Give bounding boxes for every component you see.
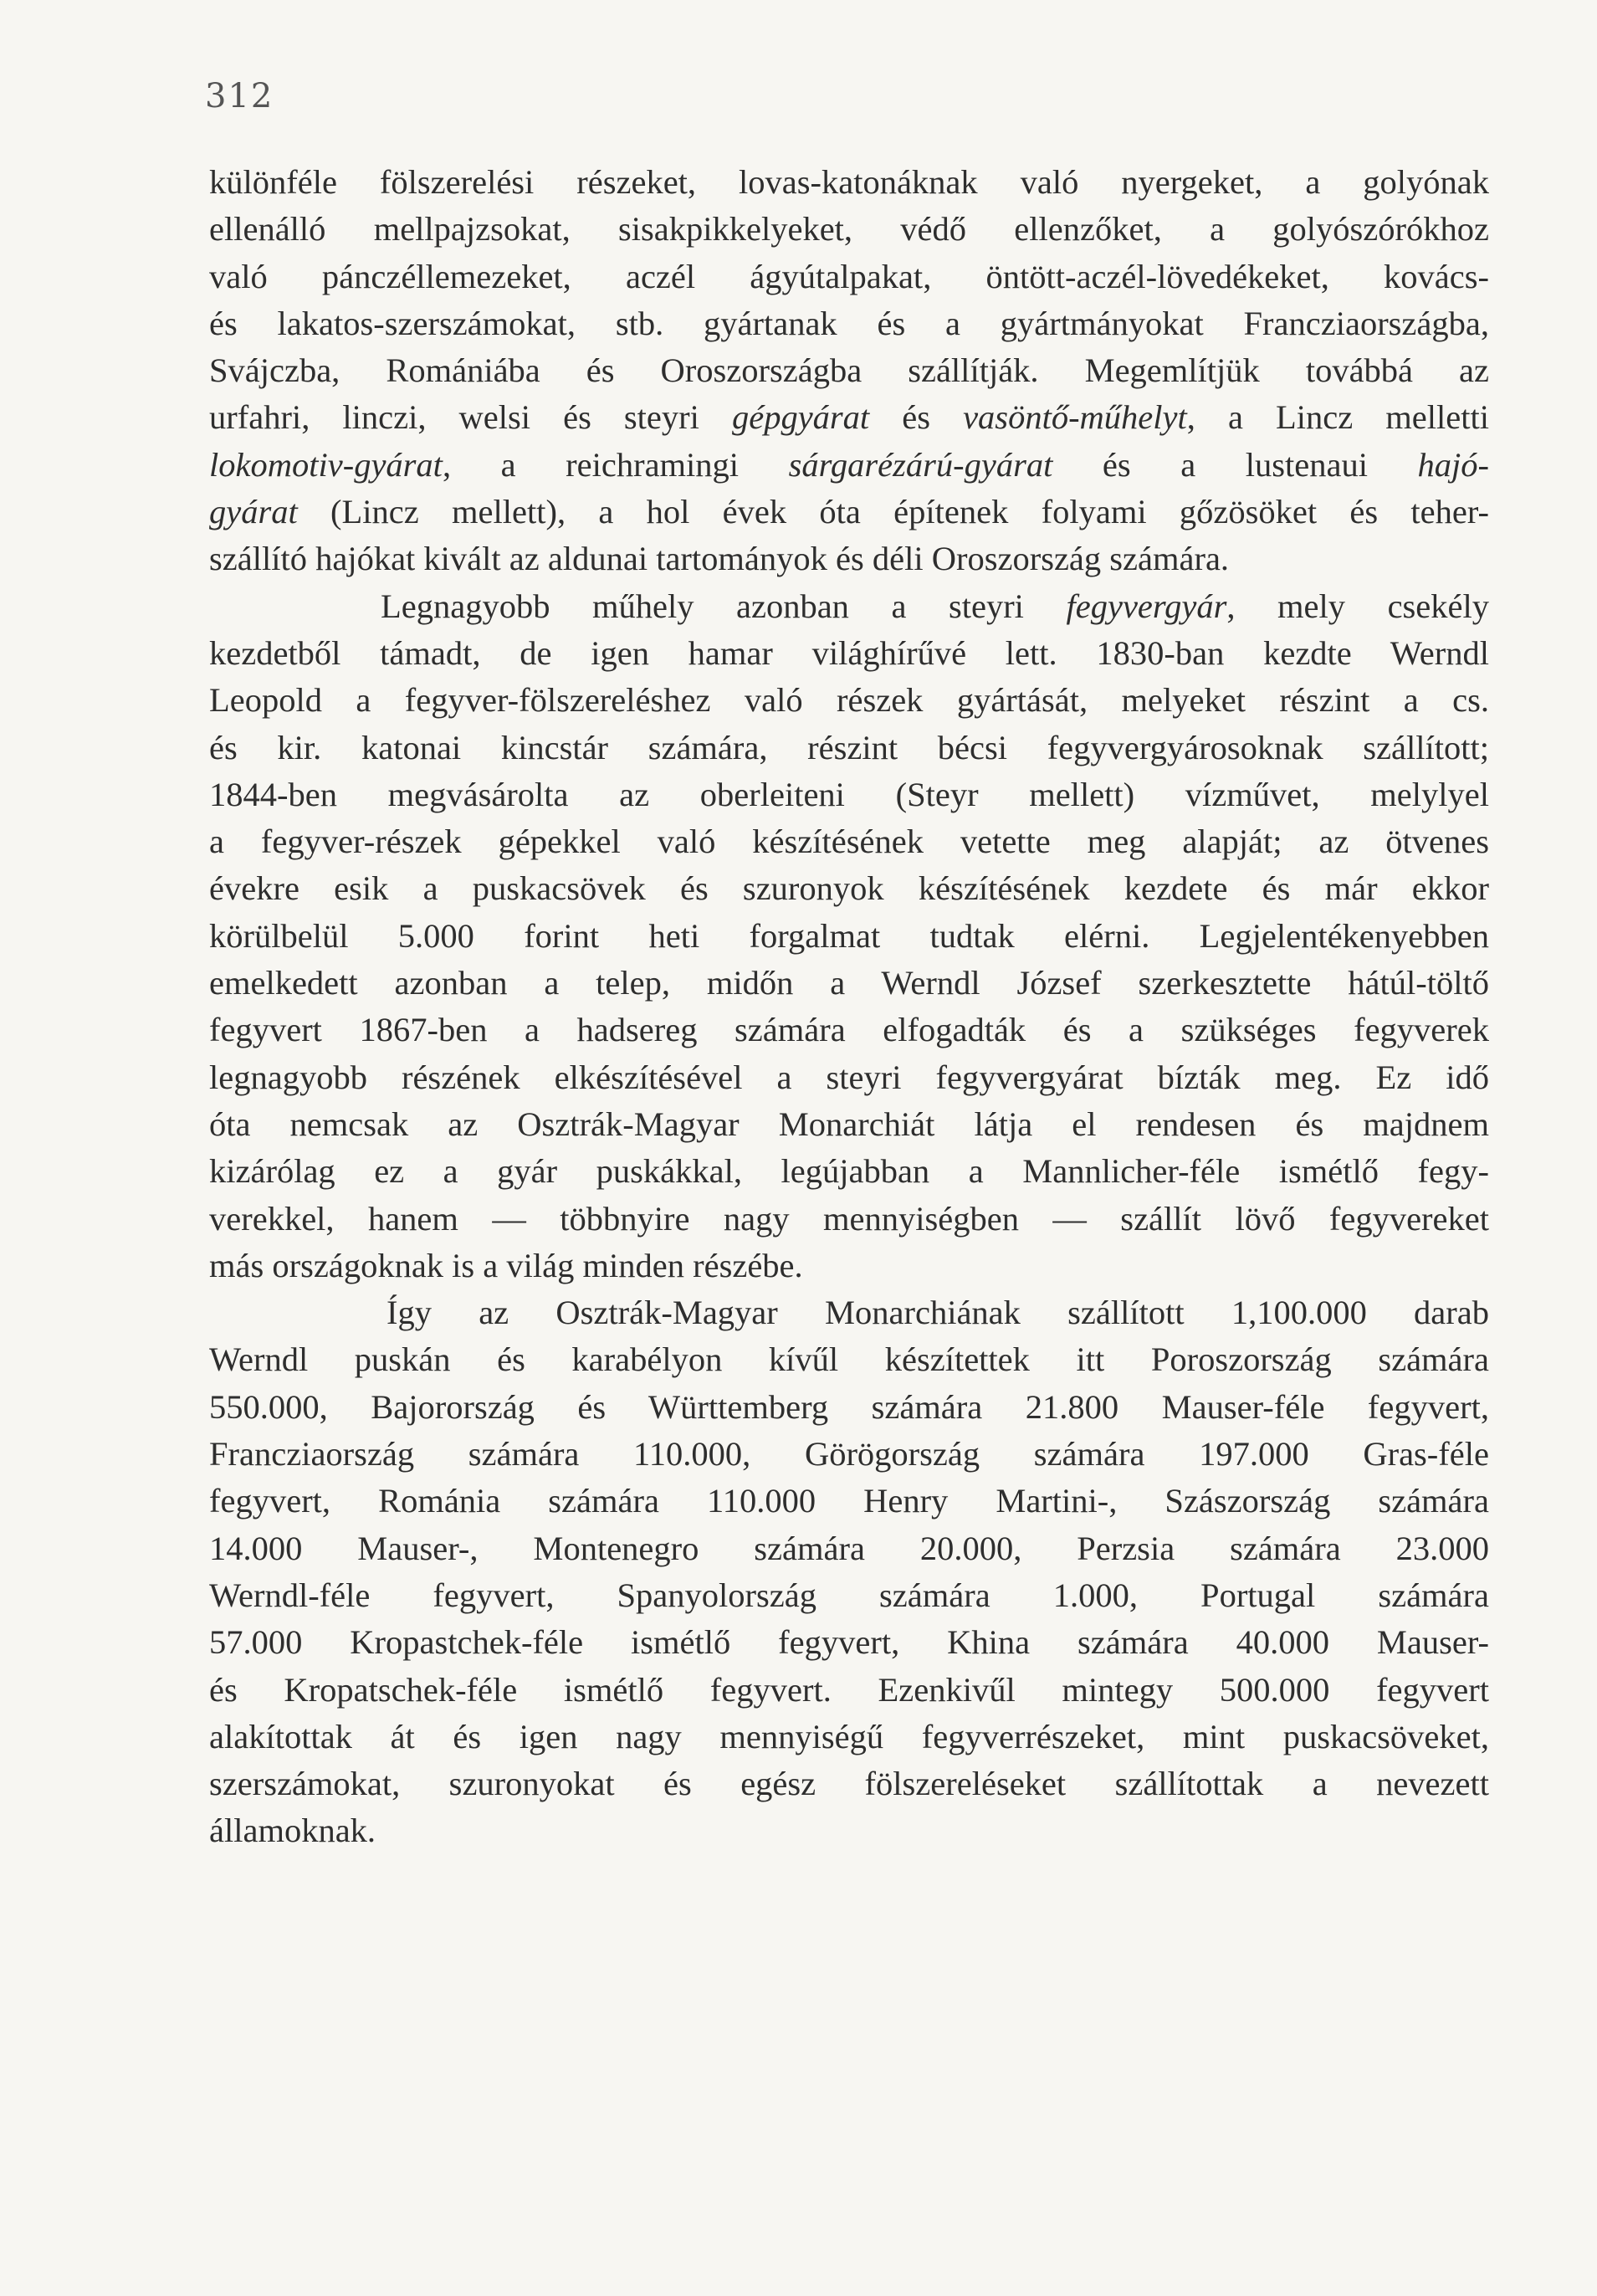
text-run: ellenálló mellpajzsokat, sisakpikkelyeket, védő ellenzőket, a golyószórókhoz [209, 210, 1489, 249]
text-line [209, 1054, 1489, 1101]
italic-term: gépgyárat [731, 398, 870, 437]
text-run: Legnagyobb műhely azonban a steyri [381, 587, 1067, 625]
text-run: és [869, 398, 964, 437]
text-run: , a reichramingi [442, 445, 789, 484]
text-run: 1844-ben megvásárolta az oberleiteni (Steyr mellett) vízművet, melylyel [209, 775, 1489, 813]
text-run: Werndl puskán és karabélyon kívűl készítettek itt Poroszország számára [209, 1340, 1489, 1379]
text-run: (Lincz mellett), a hol évek óta építenek folyami gőzösöket és teher- [297, 493, 1489, 531]
text-run: urfahri, linczi, welsi és steyri [209, 398, 732, 437]
italic-term: sárgarézárú-gyárat [788, 445, 1053, 484]
text-line [209, 630, 1489, 677]
text-line [209, 1243, 1489, 1289]
text-run: különféle fölszerelési részeket, lovas-katonáknak való nyergeket, a golyónak [209, 163, 1489, 201]
text-line [209, 206, 1489, 253]
text-run: Francziaország számára 110.000, Görögország számára 197.000 Gras-féle [209, 1435, 1489, 1473]
text-line [209, 442, 1489, 489]
text-line [209, 1807, 1489, 1854]
text-line [209, 818, 1489, 865]
page-number: 312 [205, 77, 274, 115]
text-line [209, 583, 1489, 630]
text-line [209, 1572, 1489, 1619]
text-line [209, 865, 1489, 912]
text-run: Werndl-féle fegyvert, Spanyolország számára 1.000, Portugal számára [209, 1576, 1489, 1614]
text-run: legnagyobb részének elkészítésével a steyri fegyvergyárat bízták meg. Ez idő [209, 1058, 1489, 1096]
paragraph-1 [209, 159, 1489, 583]
text-run: való pánczéllemezeket, aczél ágyútalpakat, öntött-aczél-lövedékeket, kovács- [209, 257, 1489, 295]
text-line [209, 1101, 1489, 1148]
text-line [209, 725, 1489, 771]
text-line [209, 300, 1489, 347]
text-run: 57.000 Kropastchek-féle ismétlő fegyvert, Khina számára 40.000 Mauser- [209, 1623, 1489, 1662]
text-line [209, 677, 1489, 724]
text-run: 14.000 Mauser-, Montenegro számára 20.000, Perzsia számára 23.000 [209, 1529, 1489, 1567]
text-line [209, 159, 1489, 206]
text-run: kezdetből támadt, de igen hamar világhírűvé lett. 1830-ban kezdte Werndl [209, 633, 1489, 672]
text-line [209, 1667, 1489, 1714]
body-text [209, 159, 1489, 1855]
text-line [209, 1525, 1489, 1572]
text-line [209, 1714, 1489, 1760]
text-run: és lakatos-szerszámokat, stb. gyártanak és a gyártmányokat Francziaországba, [209, 304, 1489, 342]
text-line [209, 1007, 1489, 1053]
text-run: szerszámokat, szuronyokat és egész fölszereléseket szállítottak a nevezett [209, 1765, 1489, 1803]
text-run: államoknak. [209, 1812, 376, 1850]
text-line [209, 1384, 1489, 1431]
text-line [209, 913, 1489, 960]
text-run: a fegyver-részek gépekkel való készítésének vetette meg alapját; az ötvenes [209, 823, 1489, 861]
italic-term: hajó- [1417, 445, 1490, 484]
paragraph-3 [209, 1289, 1489, 1855]
paragraph-2 [209, 583, 1489, 1289]
text-line [209, 1478, 1489, 1525]
text-line [209, 536, 1489, 582]
text-run: Leopold a fegyver-fölszereléshez való részek gyártását, melyeket részint a cs. [209, 681, 1489, 720]
text-run: Svájczba, Romániába és Oroszországba szállítják. Megemlítjük továbbá az [209, 351, 1489, 390]
text-line [209, 1196, 1489, 1243]
text-run: és Kropatschek-féle ismétlő fegyvert. Ezenkivűl mintegy 500.000 fegyvert [209, 1670, 1489, 1709]
text-run: , a Lincz melletti [1186, 398, 1489, 437]
text-run: verekkel, hanem — többnyire nagy mennyiségben — szállít lövő fegyvereket [209, 1199, 1489, 1238]
text-line [209, 1336, 1489, 1383]
text-run: és a lustenaui [1052, 445, 1418, 484]
text-run: körülbelül 5.000 forint heti forgalmat tudtak elérni. Legjelentékenyebben [209, 916, 1489, 955]
italic-term: gyárat [209, 493, 298, 531]
text-line [209, 1760, 1489, 1807]
text-run: szállító hajókat kivált az aldunai tartományok és déli Oroszország számára. [209, 540, 1230, 578]
text-line [209, 347, 1489, 394]
text-run: 550.000, Bajorország és Württemberg számára 21.800 Mauser-féle fegyvert, [209, 1387, 1489, 1426]
text-run: alakítottak át és igen nagy mennyiségű fegyverrészeket, mint puskacsöveket, [209, 1717, 1489, 1755]
text-run: Így az Osztrák-Magyar Monarchiának szállított 1,100.000 darab [386, 1294, 1489, 1332]
text-line [209, 1431, 1489, 1478]
text-line [209, 1289, 1489, 1336]
text-line [209, 960, 1489, 1007]
text-line [209, 1148, 1489, 1195]
text-run: és kir. katonai kincstár számára, részint bécsi fegyvergyárosoknak szállított; [209, 728, 1489, 766]
italic-term: fegyvergyár [1066, 587, 1227, 625]
text-run: , mely csekély [1226, 587, 1490, 625]
text-run: más országoknak is a világ minden részébe. [209, 1246, 803, 1284]
italic-term: vasöntő-műhelyt [963, 398, 1187, 437]
text-line [209, 771, 1489, 818]
text-run: óta nemcsak az Osztrák-Magyar Monarchiát látja el rendesen és majdnem [209, 1104, 1489, 1143]
text-run: fegyvert, Románia számára 110.000 Henry Martini-, Szászország számára [209, 1482, 1489, 1520]
text-line [209, 489, 1489, 536]
text-run: kizárólag ez a gyár puskákkal, legújabban a Mannlicher-féle ismétlő fegy- [209, 1152, 1489, 1191]
text-line [209, 1619, 1489, 1666]
text-line [209, 394, 1489, 441]
text-run: fegyvert 1867-ben a hadsereg számára elfogadták és a szükséges fegyverek [209, 1011, 1489, 1049]
text-run: évekre esik a puskacsövek és szuronyok készítésének kezdete és már ekkor [209, 869, 1489, 908]
text-run: emelkedett azonban a telep, midőn a Werndl József szerkesztette hátúl-töltő [209, 964, 1489, 1002]
text-line [209, 254, 1489, 300]
italic-term: lokomotiv-gyárat [209, 445, 443, 484]
